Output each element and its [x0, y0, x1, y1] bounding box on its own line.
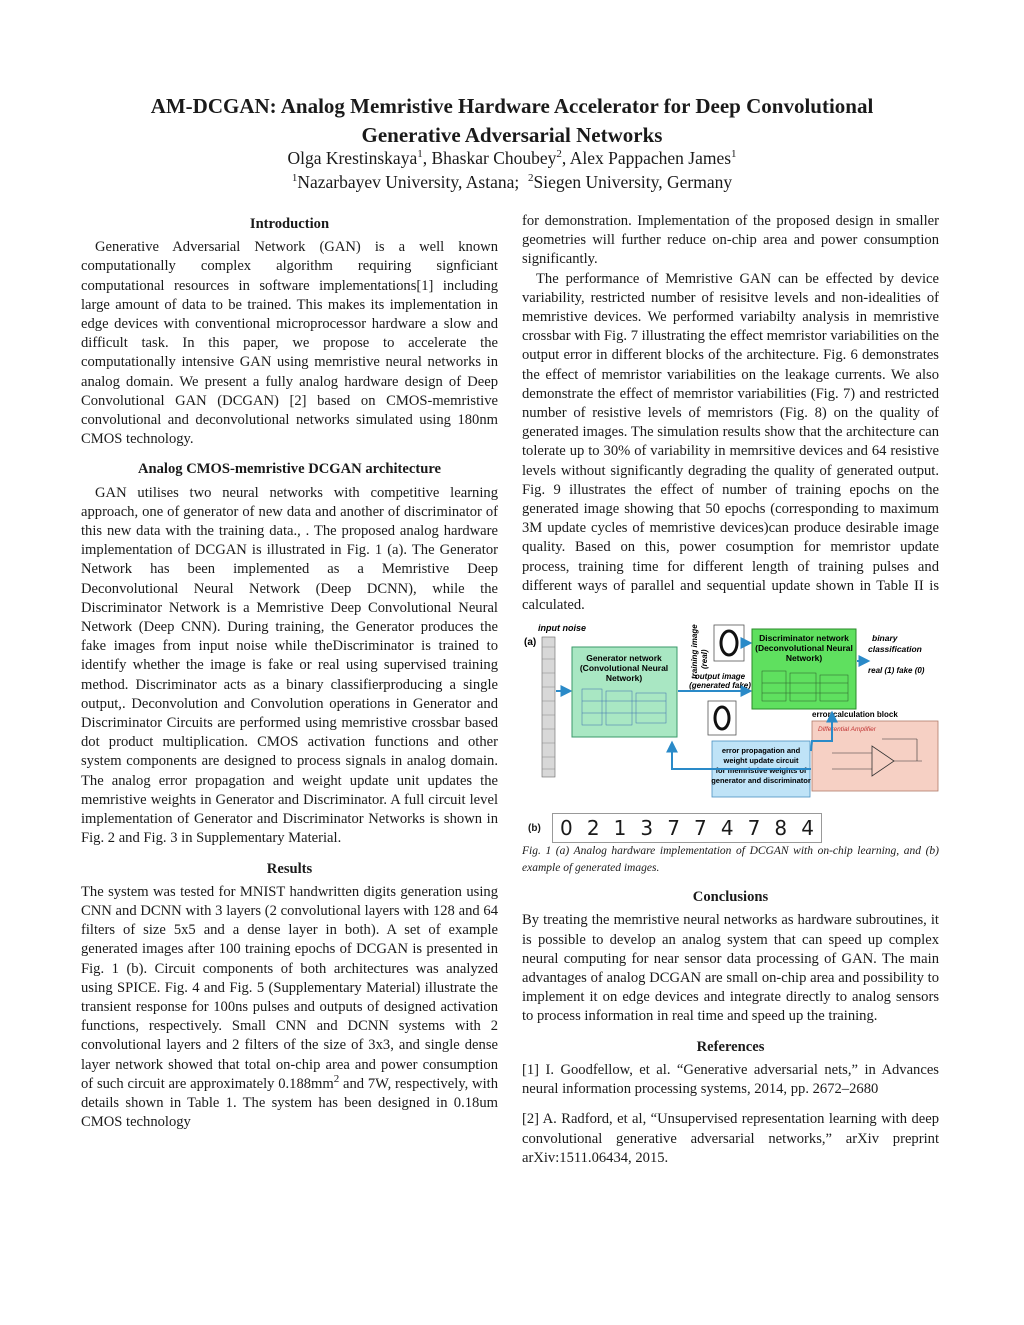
introduction-text: Generative Adversarial Network (GAN) is a well known computationally complex algorithm requiring signficiant computational resources in software implementations[1] including large amount of data to be trained. This makes its implementation in edge devices with conventional microprocessor hardware a slow and difficult task. In this paper, we propose to accelerate the computationally intensive GAN using memristive neural networks in analog domain. We present a fully analog hardware design of Deep Convolutional GAN (DCGAN) [2] based on CMOS-memristive convolutional and deconvolutional networks simulated using 180nm CMOS technology. [81, 239, 498, 448]
discriminator-label-1: Discriminator network [759, 633, 849, 644]
generator-label-1: Generator network [586, 653, 662, 664]
author-name: Alex Pappachen James [569, 148, 732, 168]
discriminator-label-3: Network) [785, 653, 823, 664]
discriminator-label-2: (Deconvolutional Neural [755, 643, 853, 654]
generated-digit: 4 [720, 815, 734, 840]
author-name: Bhaskar Choubey [431, 148, 557, 168]
author-name: Olga Krestinskaya [287, 148, 418, 168]
title-line-1: AM-DCGAN: Analog Memristive Hardware Accelerator for Deep Convolutional [150, 94, 874, 118]
binary-label-2: classification [868, 644, 922, 655]
update-label-1: error propagation and [721, 746, 801, 756]
results-continuation: for demonstration. Implementation of the proposed design in smaller geometries will further reduce on-chip area and power consumption significantly. [522, 213, 939, 268]
figure-1b [522, 813, 939, 843]
architecture-text: GAN utilises two neural networks with competitive learning approach, one of generator of new data and another of discriminator of this new data with the training data., . The proposed analog hardware implementation of DCGAN is illustrated in Fig. 1 (a). The Generator Network has been implemented as a Memristive Deep Deconvolutional Neural Network (Deep DCNN), while the Discriminator Network is a Memristive Deep Convolutional Neural Network (Deep CNN). During training, the Generator produces the fake images from input noise while theDiscriminator is trained to identify whether the image is fake or real using supervised training method. Discriminator acts as a binary classifierproducing a single output,. Deconvolution and Convolution operations in Generator and Discriminator Circuits are performed using memristive crossbar based dot product multiplication. CMOS activation functions and other system components are designed to process signals in analog domain. The analog error propagation and weight update unit updates the memristive weights in Generator and Discriminator. A full circuit level implementation of Generator and Discriminator Networks is shown in Fig. 2 and Fig. 3 in Supplementary Material. [81, 484, 498, 847]
real-fake-label: real (1) fake (0) [868, 666, 925, 676]
input-noise-label: input noise [538, 623, 586, 634]
affil-num: 1 [291, 172, 298, 185]
label-b: (b) [528, 823, 541, 835]
affil-num: 2 [528, 172, 534, 185]
output-image-label-1: output image [694, 672, 746, 682]
figure-1-caption: Fig. 1 (a) Analog hardware implementation of DCGAN with on-chip learning, and (b) example of generated images. [522, 845, 939, 875]
results-text-part2: and 7W, respectively, with details shown in Table 1. The system has been designed in 0.18um CMOS technology [81, 1075, 498, 1131]
generated-digit: 7 [747, 815, 761, 840]
title-line-2: Generative Adversarial Networks [361, 123, 663, 147]
training-image-label-1: training image [690, 624, 699, 680]
conclusions-heading: Conclusions [692, 889, 769, 906]
results-text-part1: The system was tested for MNIST handwritten digits generation using CNN and DCNN with 3 layers (2 convolutional layers with 128 and 64 filters of size 5x5 and a dense layer in both). A set of example generated images after 100 training epochs of DCGAN is presented in Fig. 1 (b). Circuit components of both architectures was analyzed using SPICE. Fig. 4 and Fig. 5 (Supplementary Material) illustrate the transient response for 100ns pulses and outputs of designed activation functions, respectively. Small CNN and DCNN systems with 2 convolutional layers and 2 filters of the size of 3x3, and single dense layer network showed that total on-chip area and power consumption of such circuit are approximately 0.188mm [81, 883, 498, 1092]
affiliations [60, 170, 964, 194]
generated-digit: 1 [613, 815, 627, 840]
results-text [81, 883, 498, 1133]
reference-item: [2] A. Radford, et al, “Unsupervised representation learning with deep convolutional generative adversarial networks,” arXiv preprint arXiv:1511.06434, 2015. [522, 1111, 939, 1166]
results-sup: 2 [333, 1072, 340, 1085]
update-label-3: for memristive weights of [715, 766, 807, 776]
architecture-heading: Analog CMOS-memristive DCGAN architecture [137, 461, 442, 478]
training-image-label-2: (real) [700, 649, 709, 670]
output-image-label-2: (generated fake) [689, 681, 751, 691]
update-label-2: weight update circuit [723, 756, 799, 766]
generated-digit: 2 [586, 815, 600, 840]
generator-label-3: Network) [605, 673, 643, 684]
generated-digit: 3 [640, 815, 654, 840]
generated-digit: 8 [774, 815, 788, 840]
introduction-heading: Introduction [249, 216, 330, 232]
update-label-4: generator and discriminator [711, 776, 811, 786]
author-affil-num: 1 [731, 148, 737, 161]
conclusions-text: By treating the memristive neural networks as hardware subroutines, it is possible to develop an analog system that can speed up complex neural computing for near sensor data processing of GAN. The main advantages of analog DCGAN are small on-chip area and possibility to implement it on edge devices and integrate directly to analog sensors to process information in real time and speed up the training. [522, 912, 939, 1025]
author-affil-num: 1 [417, 148, 423, 161]
input-noise-vector [542, 637, 555, 777]
results-paragraph-2: The performance of Memristive GAN can be effected by device variability, restricted number of resisitve levels and non-idealities of memristive devices. We performed variabilty analysis in memristive crossbar with Fig. 7 illustrating the effect memristor variabilities on the output error in different blocks of the architecture. Fig. 6 demonstrates the effect of memristor variabilities on the leakage currents. We also demonstrate the effect of memristor variabilities (Fig. 7) and restricted number of resistive levels of memristors (Fig. 8) on the quality of generated images. The simulation results show that the architecture can tolerate up to 30% of variability in memrsitive devices and 64 resistive levels without significantly degrading the quality of generated output. Fig. 9 illustrates the effect of number of training epochs on the generated image showing that 50 epochs (corresponding to maximum 3M update cycles of memristive devices)can produce desirable image quality. Based on this, power cosumption for memristor update process, training time for different length of training pulses and different ways of parallel and sequential update shown in Table II is calculated. [522, 270, 939, 614]
figure-1a-diagram [522, 621, 939, 811]
results-heading: Results [266, 860, 313, 877]
references-heading: References [696, 1038, 765, 1055]
error-block-label: error calculation block [812, 710, 898, 720]
generated-digit: 7 [667, 815, 680, 840]
generated-digit: 4 [801, 815, 814, 840]
right-column [522, 212, 939, 1179]
author-list: Olga Krestinskaya$^1$, Bhaskar Choubey$^2$, Alex Pappachen James$^1$ [287, 148, 737, 168]
generator-label-2: (Convolutional Neural [579, 663, 669, 674]
affil-name: Siegen University, Germany [533, 172, 733, 192]
paper-title [60, 92, 964, 150]
affil-name: Nazarbayev University, Astana; [297, 172, 520, 192]
generated-digits-strip [552, 813, 822, 843]
label-a: (a) [524, 637, 537, 649]
left-column [81, 212, 498, 1132]
author-affil-num: 2 [556, 148, 562, 161]
binary-label-1: binary [872, 633, 898, 644]
diff-amp-label: Differential Amplifier [818, 726, 876, 734]
generated-digit: 0 [560, 815, 573, 840]
figure-1a [522, 621, 939, 811]
generated-digit: 7 [694, 815, 707, 840]
reference-item: [1] I. Goodfellow, et al. “Generative adversarial nets,” in Advances neural information processing systems, 2014, pp. 2672–2680 [522, 1061, 939, 1098]
